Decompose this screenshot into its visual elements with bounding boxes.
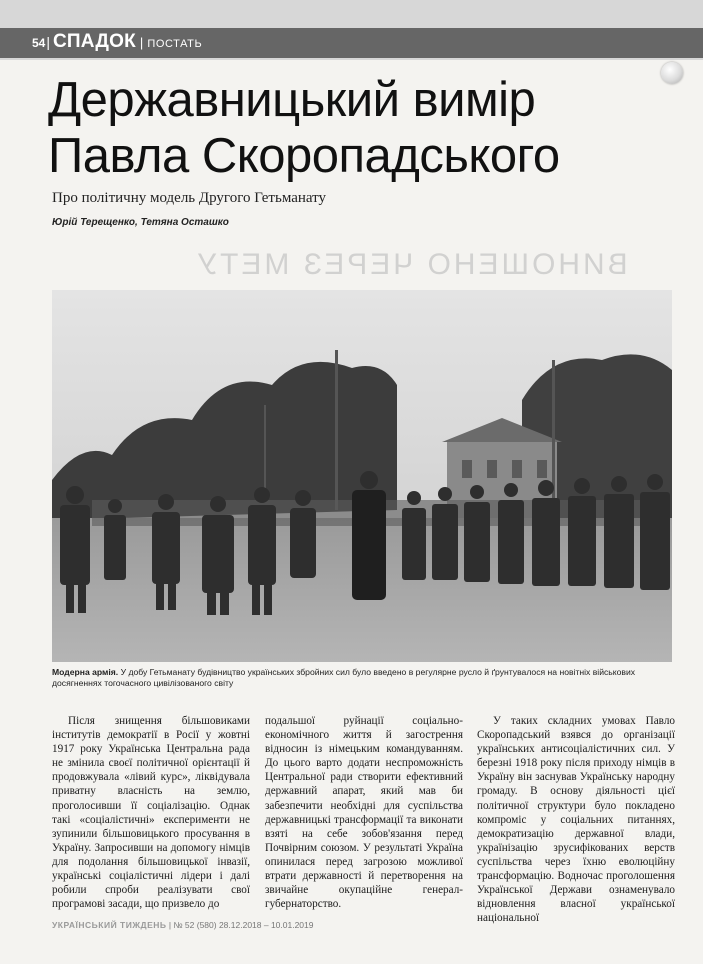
footer-divider: | — [168, 920, 174, 930]
footer-magazine: УКРАЇНСЬКИЙ ТИЖДЕНЬ — [52, 920, 167, 930]
caption-text: У добу Гетьманату будівництво українських збройних сил було введено в регулярне русло й ґрунтувалося на новітніх військових досягненнях тогочасного цивілізованого світу — [52, 667, 636, 688]
historical-photo — [52, 290, 672, 662]
headline-line-1: Державницький вимір — [48, 73, 536, 127]
body-column-3 — [477, 714, 675, 925]
photo-caption — [52, 667, 662, 689]
corner-dot-icon — [661, 62, 683, 84]
article-authors: Юрій Терещенко, Тетяна Осташко — [52, 217, 229, 228]
show-through-text: ВИНОШЕНО ЧЕРЕЗ МЕТУ — [195, 248, 628, 281]
body-column-1 — [52, 714, 250, 911]
headline-line-2: Павла Скоропадського — [48, 129, 560, 183]
soldiers-parade-image — [52, 290, 672, 662]
rubric-divider: | — [139, 35, 144, 50]
article-subtitle: Про політичну модель Другого Гетьманату — [52, 190, 327, 206]
section-title: СПАДОК — [53, 31, 136, 52]
footer-issue: № 52 (580) 28.12.2018 – 10.01.2019 — [173, 920, 314, 930]
caption-lead: Модерна армія. — [52, 667, 119, 677]
running-head — [32, 31, 202, 55]
page-number-divider: | — [46, 34, 50, 50]
body-column-2 — [265, 714, 463, 911]
column-2-text: подальшої руйнації соціально-економічного життя й загострення відносин із німецьким командуванням. До цього варто додати неспроможність Центральної ради створити ефективний державний апарат, який мав би забезпечити необхідні для суспільства державницькі трансформації та виконати взяті на себе зобов'язання перед Почвірним союзом. У результаті Україна опинилася перед загрозою можливої втрати державності й перетворення на звичайне окупаційне генерал-губернаторство. — [265, 715, 463, 911]
article-headline — [48, 72, 608, 184]
column-1-text: Після знищення більшовиками інститутів демократії в Росії у жовтні 1917 року Українська Центральна рада не змінила своєї політичної орієнтації й продовжувала «лівий курс», ліквідувала приватну власність на землю, проголосивши її соціалізацію. Однак такі «соціалістичні» експерименти не зупинили більшовицького просування в Україну. Запросивши на допомогу німців для подолання більшовицької інвазії, українські соціалістичні лідери і далі робили спроби реалізувати свої програмові засади, що призвело до — [52, 715, 250, 911]
page-footer — [52, 920, 314, 930]
column-3-text: У таких складних умовах Павло Скоропадський взявся до організації українських антисоціалістичних сил. У березні 1918 року після приходу німців в Україну він заснував Українську народну громаду. В основу діяльності цієї політичної структури було покладено компроміс у соціальних питаннях, демократизацію державної влади, українізацію зрусифікованих верств суспільства через їхню еволюційну трансформацію. Водночас проголошення Української Держави ознаменувало відновлення власної української національної — [477, 715, 675, 925]
rubric-label: ПОСТАТЬ — [147, 38, 203, 50]
page-number: 54 — [32, 36, 46, 50]
